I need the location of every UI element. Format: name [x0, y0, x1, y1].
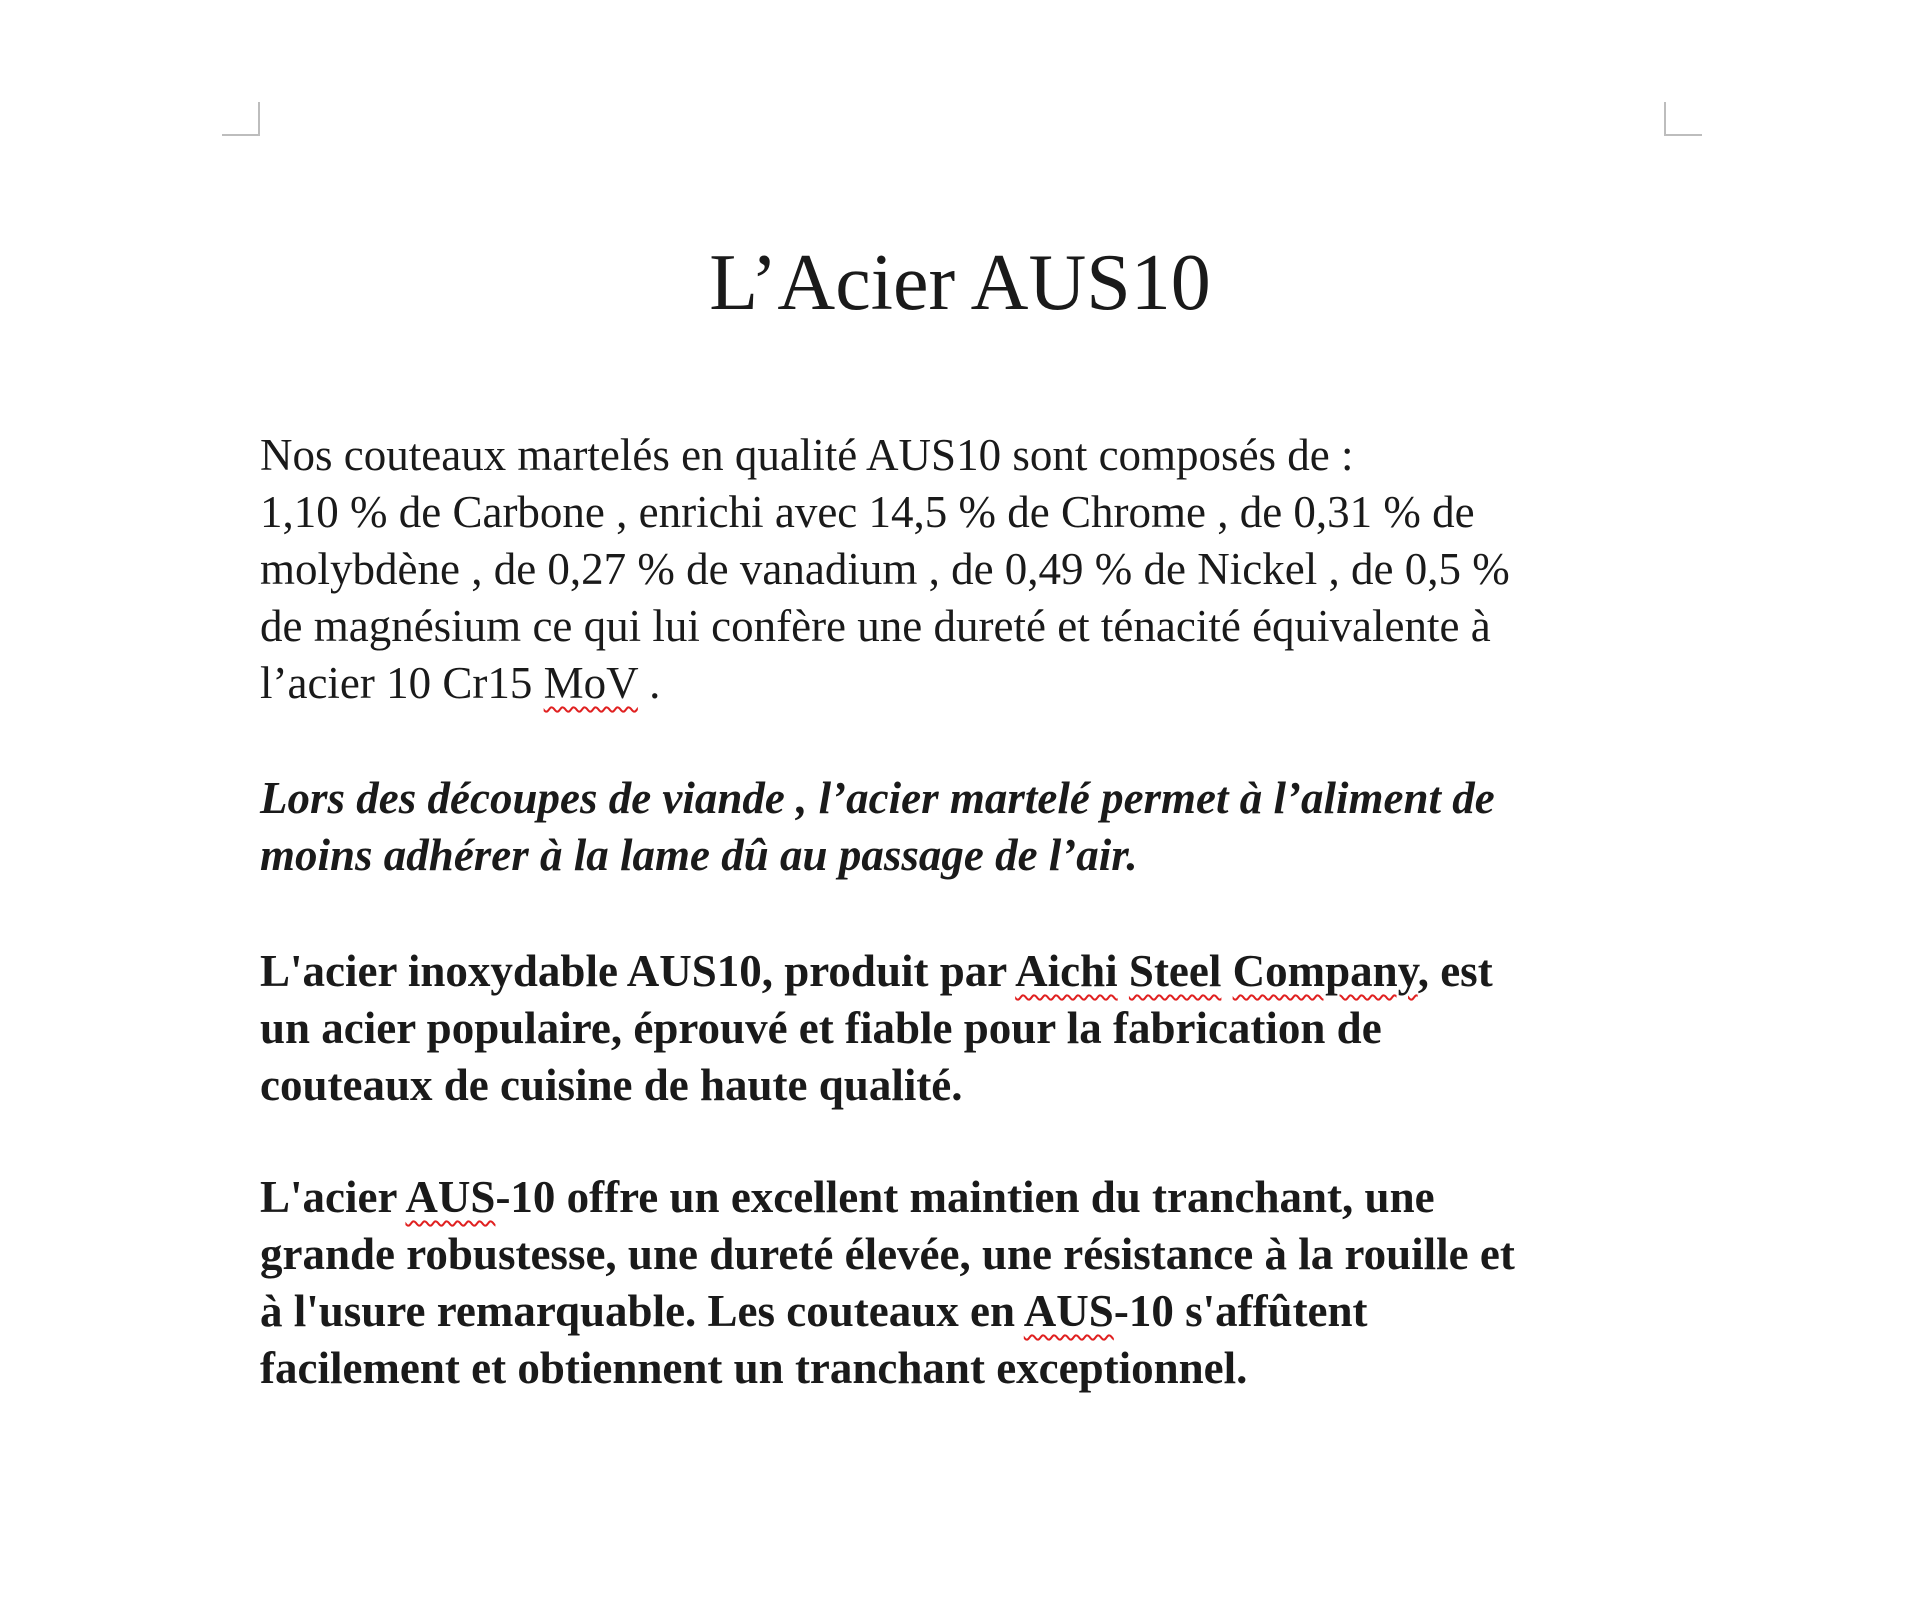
paragraph-composition[interactable] [260, 427, 1680, 712]
paragraph-line: 1,10 % de Carbone , enrichi avec 14,5 % de Chrome , de 0,31 % de [260, 487, 1475, 537]
spellcheck-flagged-word[interactable]: Aichi [1015, 946, 1118, 996]
spellcheck-flagged-word[interactable]: MoV [543, 658, 638, 708]
paragraph-line: Lors des découpes de viande , l’acier martelé permet à l’aliment de [260, 773, 1495, 823]
document-title[interactable]: L’Acier AUS10 [709, 239, 1211, 327]
paragraph-line: Nos couteaux martelés en qualité AUS10 sont composés de : [260, 430, 1354, 480]
paragraph-properties[interactable] [260, 1169, 1680, 1397]
text-run: -10 s'affûtent [1113, 1286, 1368, 1336]
text-run: L'acier [260, 1172, 406, 1222]
text-run: , est [1417, 946, 1493, 996]
paragraph-line: moins adhérer à la lame dû au passage de l’air. [260, 830, 1138, 880]
paragraph-line: couteaux de cuisine de haute qualité. [260, 1060, 963, 1110]
top-left-margin-mark [222, 102, 260, 136]
spellcheck-flagged-word[interactable]: AUS [1023, 1286, 1114, 1336]
text-run: à l'usure remarquable. Les couteaux en [260, 1286, 1024, 1336]
paragraph-line: facilement et obtiennent un tranchant exceptionnel. [260, 1343, 1248, 1393]
paragraph-line: un acier populaire, éprouvé et fiable pour la fabrication de [260, 1003, 1382, 1053]
text-run [1118, 946, 1129, 996]
paragraph-line [260, 1283, 1680, 1340]
text-run [1221, 946, 1232, 996]
paragraph-line [260, 1169, 1680, 1226]
paragraph-hammered-steel[interactable] [260, 770, 1680, 884]
paragraph-line: grande robustesse, une dureté élevée, une résistance à la rouille et [260, 1229, 1515, 1279]
top-right-margin-mark [1664, 102, 1702, 136]
paragraph-line [260, 943, 1680, 1000]
spellcheck-flagged-word[interactable]: AUS [405, 1172, 496, 1222]
paragraph-line: molybdène , de 0,27 % de vanadium , de 0,49 % de Nickel , de 0,5 % [260, 544, 1510, 594]
paragraph-line [260, 655, 1680, 712]
text-run: -10 offre un excellent maintien du tranchant, une [495, 1172, 1435, 1222]
paragraph-line: de magnésium ce qui lui confère une dureté et ténacité équivalente à [260, 601, 1491, 651]
text-run: L'acier inoxydable AUS10, produit par [260, 946, 1016, 996]
spellcheck-flagged-word[interactable]: Company [1232, 946, 1418, 996]
paragraph-manufacturer[interactable] [260, 943, 1680, 1114]
text-run: . [637, 658, 661, 708]
spellcheck-flagged-word[interactable]: Steel [1128, 946, 1222, 996]
text-run: l’acier 10 Cr15 [260, 658, 544, 708]
